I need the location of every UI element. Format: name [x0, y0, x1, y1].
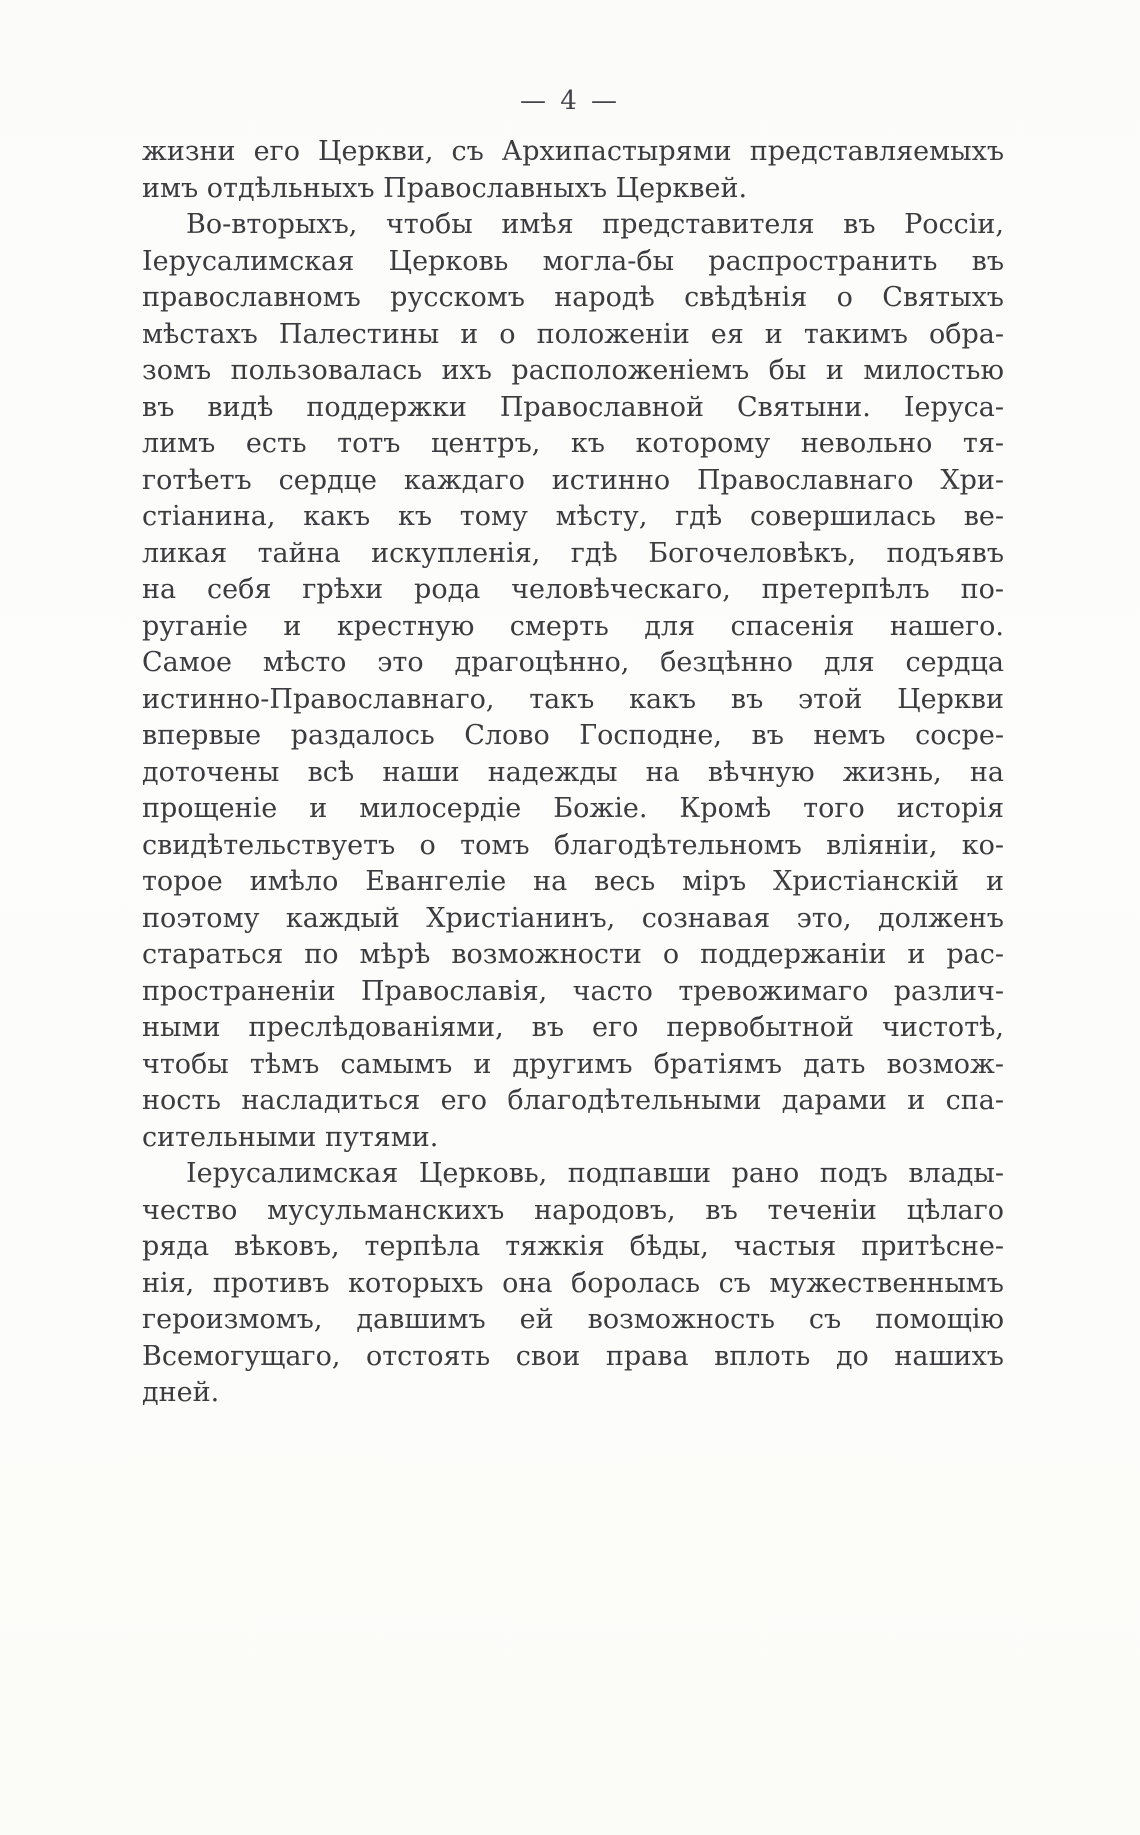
text-line: ряда вѣковъ, терпѣла тяжкія бѣды, частыя притѣсне-: [142, 1231, 1004, 1262]
text-line: торое имѣло Евангеліе на весь міръ Христіанскій и: [142, 866, 1004, 897]
text-line: сительными путями.: [142, 1121, 439, 1153]
text-line: Во-вторыхъ, чтобы имѣя представителя въ Россіи,: [186, 209, 1004, 240]
text-line: на себя грѣхи рода человѣческаго, претерпѣлъ по-: [142, 574, 1004, 605]
text-line: истинно-Православнаго, такъ какъ въ этой Церкви: [142, 683, 1004, 715]
text-line: стараться по мѣрѣ возможности о поддержаніи и рас-: [142, 939, 1004, 970]
text-line: Іерусалимская Церковь, подпавши рано подъ влады-: [186, 1158, 1004, 1189]
text-line: ность насладиться его благодѣтельными дарами и спа-: [142, 1085, 1004, 1116]
text-line: Іерусалимская Церковь могла-бы распространить въ: [142, 245, 1004, 277]
text-line: доточены всѣ наши надежды на вѣчную жизнь, на: [142, 756, 1004, 788]
text-line: героизмомъ, давшимъ ей возможность съ помощію: [142, 1304, 1004, 1335]
text-line: ными преслѣдованіями, въ его первобытной чистотѣ,: [142, 1012, 1004, 1043]
text-line: впервые раздалось Слово Господне, въ немъ сосре-: [142, 720, 1004, 751]
page-number: — 4 —: [519, 86, 621, 116]
text-line: прощеніе и милосердіе Божіе. Кромѣ того исторія: [142, 793, 1004, 824]
text-line: зомъ пользовалась ихъ расположеніемъ бы и милостью: [142, 355, 1004, 386]
text-line: жизни его Церкви, съ Архипастырями представляемыхъ: [142, 136, 1004, 167]
text-line: свидѣтельствуетъ о томъ благодѣтельномъ вліяніи, ко-: [142, 829, 1004, 861]
text-line: поэтому каждый Христіанинъ, сознавая это, долженъ: [142, 902, 1004, 934]
text-line: ликая тайна искупленія, гдѣ Богочеловѣкъ, подъявъ: [142, 537, 1004, 569]
text-line: Самое мѣсто это драгоцѣнно, безцѣнно для сердца: [142, 647, 1004, 678]
text-line: чество мусульманскихъ народовъ, въ теченіи цѣлаго: [142, 1194, 1004, 1226]
text-line: имъ отдѣльныхъ Православныхъ Церквей.: [142, 172, 748, 204]
text-line: Всемогущаго, отстоять свои права вплоть до нашихъ: [142, 1340, 1004, 1372]
text-line: руганіе и крестную смерть для спасенія нашего.: [142, 610, 1004, 642]
text-line: нія, противъ которыхъ она боролась съ мужественнымъ: [142, 1267, 1004, 1299]
text-line: пространеніи Православія, часто тревожимаго различ-: [142, 975, 1004, 1007]
text-line: дней.: [142, 1377, 220, 1408]
text-line: лимъ есть тотъ центръ, къ которому невольно тя-: [142, 428, 1004, 459]
body-text: [142, 134, 1004, 1412]
text-line: въ видѣ поддержки Православной Святыни. Іеруса-: [142, 391, 1004, 423]
text-line: мѣстахъ Палестины и о положеніи ея и такимъ обра-: [142, 318, 1004, 350]
text-line: православномъ русскомъ народѣ свѣдѣнія о Святыхъ: [142, 282, 1004, 313]
text-line: готѣетъ сердце каждаго истинно Православнаго Хри-: [142, 464, 1004, 496]
text-line: стіанина, какъ къ тому мѣсту, гдѣ совершилась ве-: [142, 501, 1004, 532]
text-line: чтобы тѣмъ самымъ и другимъ братіямъ дать возмож-: [142, 1048, 1004, 1080]
